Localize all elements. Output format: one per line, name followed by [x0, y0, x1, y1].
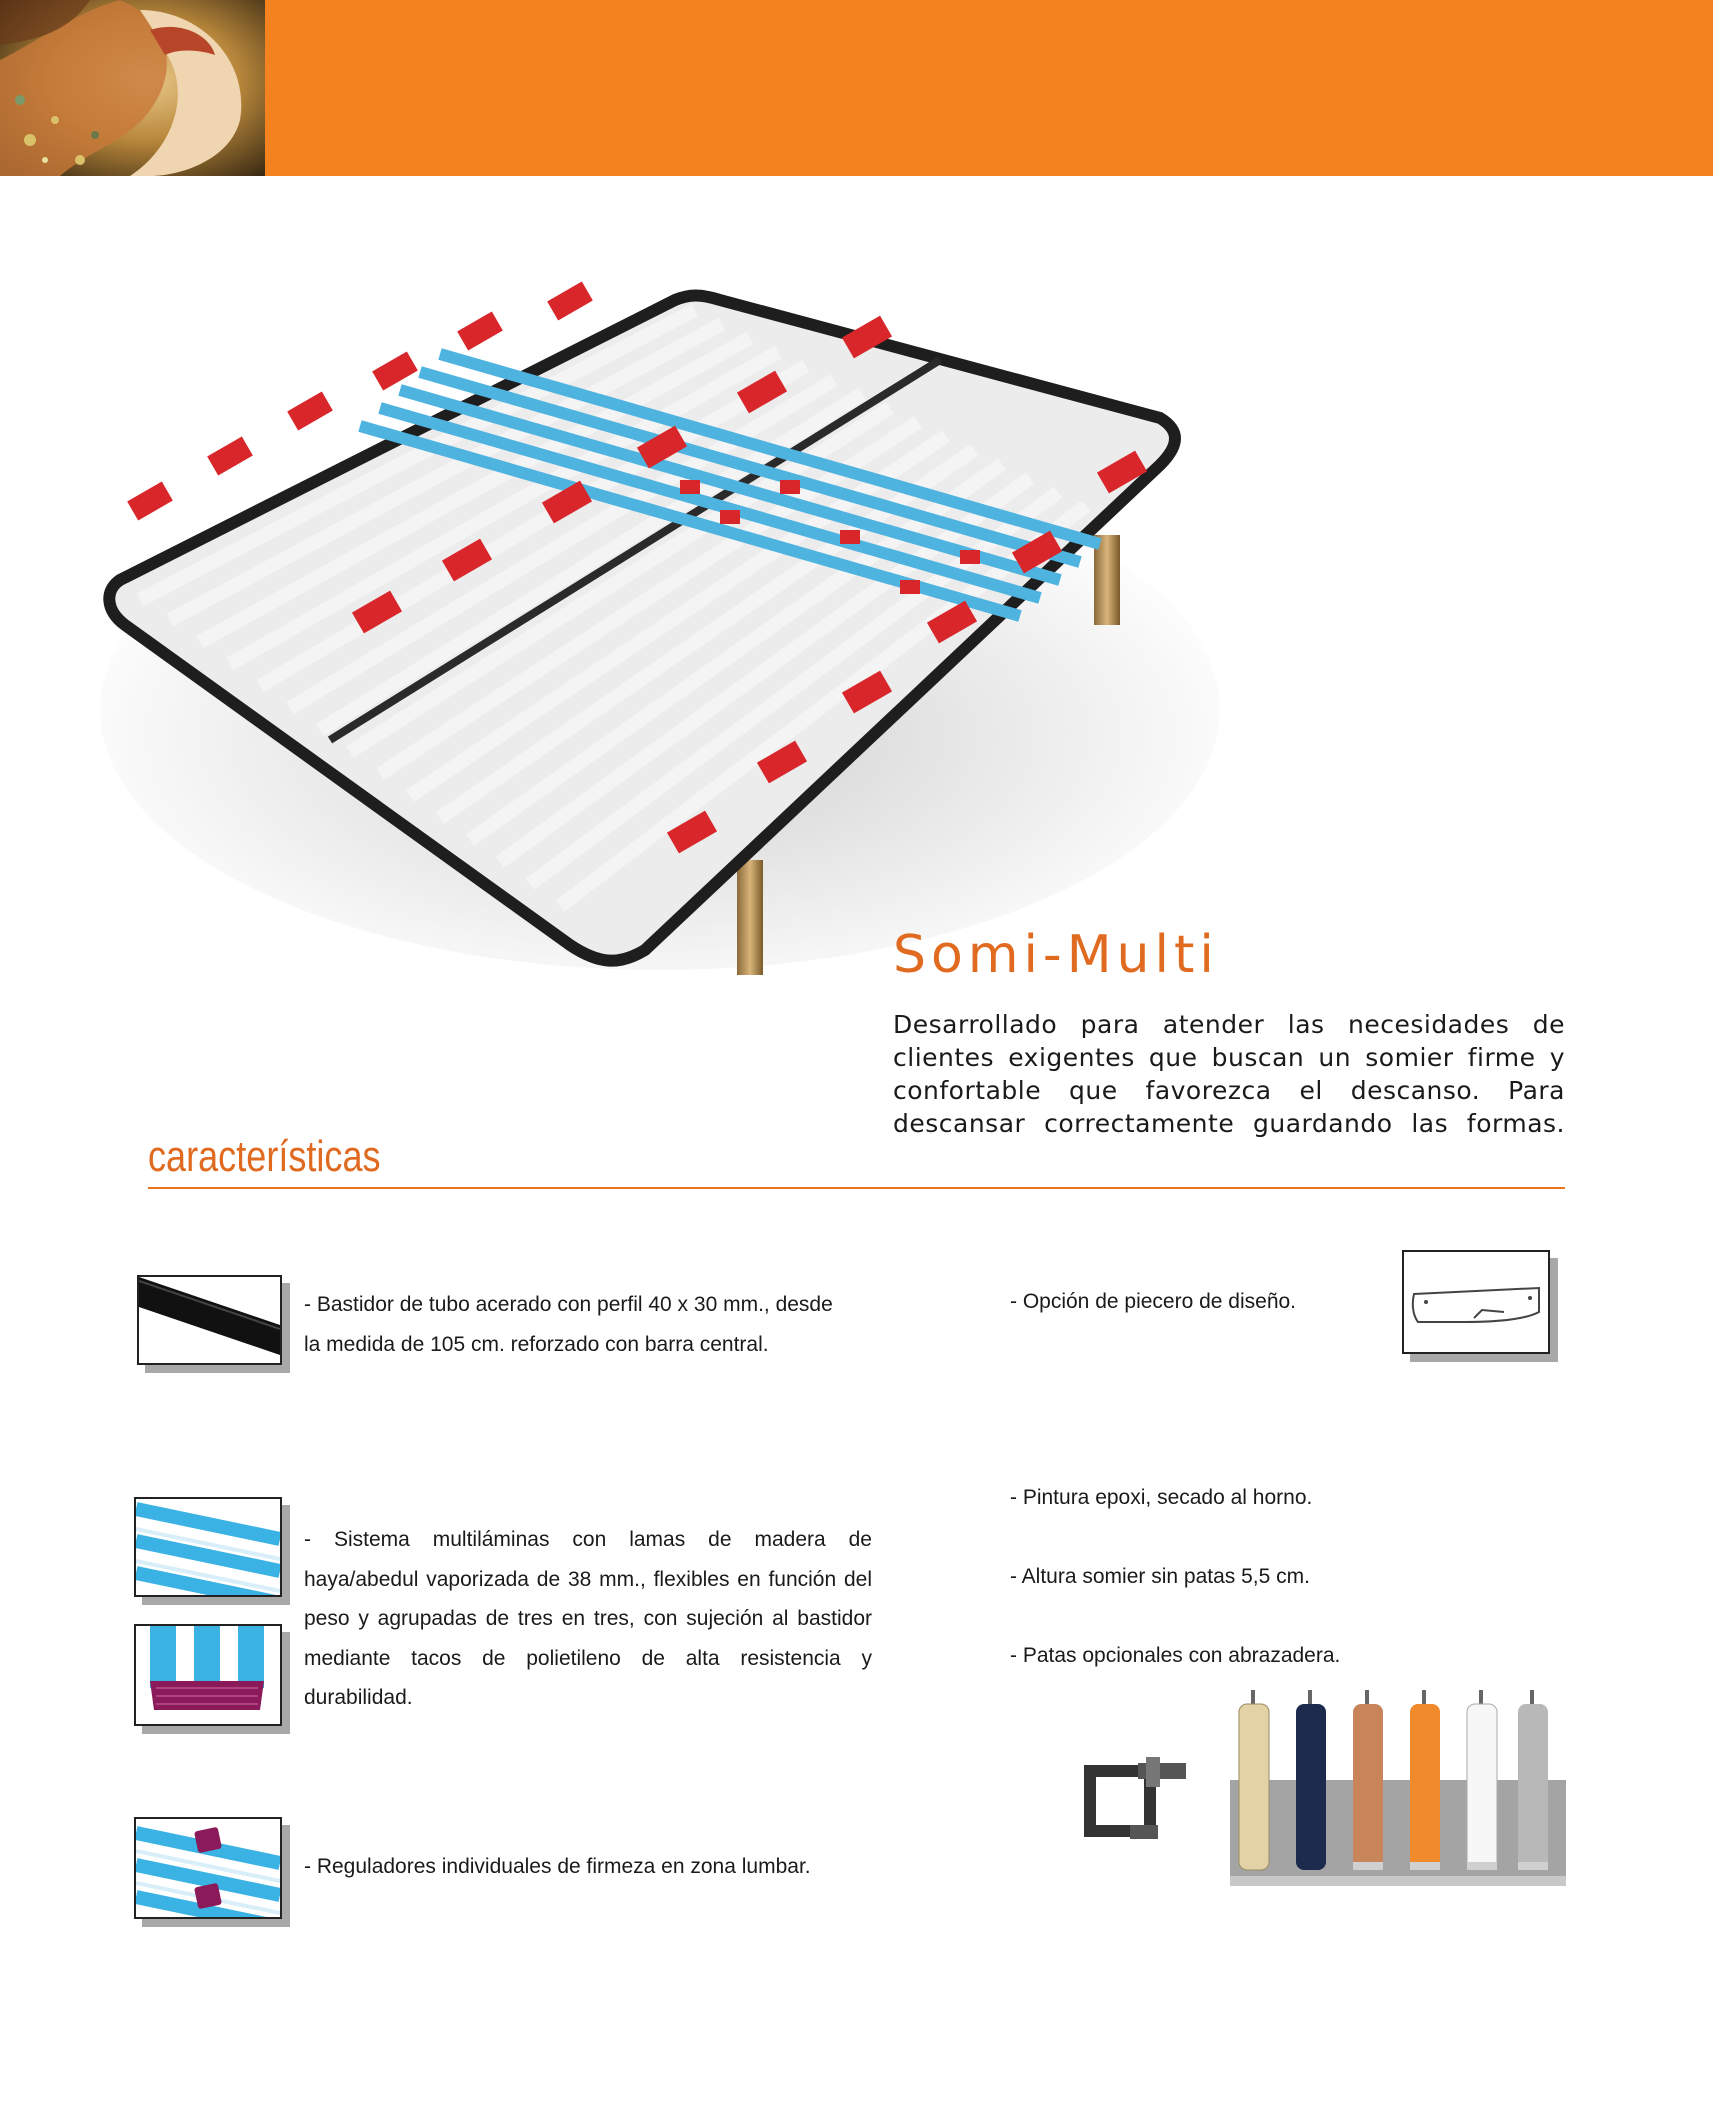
feature-paint-text: - Pintura epoxi, secado al horno.	[1010, 1486, 1313, 1509]
header-painting-image	[0, 0, 265, 176]
product-title: Somi-Multi	[893, 925, 1219, 985]
footboard-icon	[1402, 1250, 1550, 1354]
wooden-slats-icon	[134, 1497, 282, 1597]
feature-height-text: - Altura somier sin patas 5,5 cm.	[1010, 1565, 1310, 1588]
feature-regulators-text: - Reguladores individuales de firmeza en zona lumbar.	[304, 1855, 811, 1878]
feature-slats-text: - Sistema multiláminas con lamas de madera de haya/abedul vaporizada de 38 mm., flexibles en función del peso y agrupadas de tres en tres, con sujeción al bastidor mediante tacos de polietileno de alta resistencia y durabilidad.	[304, 1528, 872, 1709]
legs-with-clamp-icon	[1230, 1690, 1566, 1890]
firmness-regulator-icon	[134, 1817, 282, 1919]
section-divider	[148, 1187, 1565, 1189]
feature-frame-text: - Bastidor de tubo acerado con perfil 40 x 30 mm., desde la medida de 105 cm. reforzado con barra central.	[304, 1293, 833, 1356]
feature-footboard-text: - Opción de piecero de diseño.	[1010, 1290, 1297, 1313]
steel-tube-profile-icon	[137, 1275, 282, 1365]
clamp-icon	[1080, 1755, 1190, 1847]
feature-legs-text: - Patas opcionales con abrazadera.	[1010, 1644, 1341, 1667]
section-title: características	[148, 1132, 381, 1181]
bed-base-product-image	[100, 280, 1230, 1000]
product-description: Desarrollado para atender las necesidades de clientes exigentes que buscan un somier firme y confortable que favorezca el descanso. Para descansar correctamente guardando las formas.	[893, 1010, 1565, 1138]
slat-holder-icon	[134, 1624, 282, 1726]
